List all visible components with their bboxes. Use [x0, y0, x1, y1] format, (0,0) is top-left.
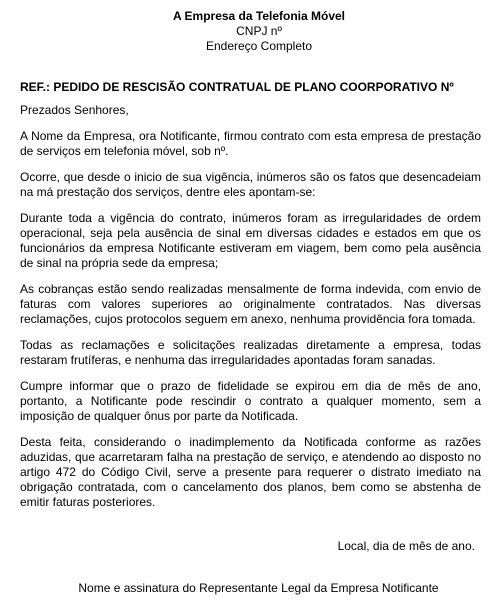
- company-address: Endereço Completo: [205, 39, 313, 53]
- body-paragraph-6: Cumpre informar que o prazo de fidelidade se expirou em dia de mês de ano, portanto, a Notificante pode rescindir o contrato a qualquer momento, sem a imposição de qualquer ônus por parte da Notificada.: [20, 379, 481, 423]
- greeting: Prezados Senhores,: [20, 103, 129, 117]
- body-paragraph-7: Desta feita, considerando o inadimplemento da Notificada conforme as razões aduzidas, que acarretaram falha na prestação de serviço, e atendendo ao disposto no artigo 472 do Código Civil, serve a presente para requerer o distrato imediato na obrigação contratada, com o cancelamento dos planos, bem como se abstenha de emitir faturas posteriores.: [20, 435, 481, 509]
- signature-line: Nome e assinatura do Representante Legal da Empresa Notificante: [78, 581, 439, 595]
- body-paragraph-4: As cobranças estão sendo realizadas mensalmente de forma indevida, com envio de faturas com valores superiores ao originalmente contratados. Nas diversas reclamações, cujos protocolos seguem em anexo, nenhuma providência fora tomada.: [20, 282, 481, 326]
- place-date-line: Local, dia de mês de ano.: [337, 539, 475, 553]
- company-cnpj: CNPJ nº: [236, 24, 282, 38]
- body-paragraph-1: A Nome da Empresa, ora Notificante, firmou contrato com esta empresa de prestação de serviços em telefonia móvel, sob nº.: [20, 129, 481, 158]
- body-paragraph-5: Todas as reclamações e solicitações realizadas diretamente a empresa, todas restaram frutíferas, e nenhuma das irregularidades apontadas foram sanadas.: [20, 338, 481, 367]
- company-name: A Empresa da Telefonia Móvel: [172, 9, 346, 23]
- body-paragraph-2: Ocorre, que desde o inicio de sua vigência, inúmeros são os fatos que desencadeiam na má prestação dos serviços, dentre eles apontam-se:: [20, 170, 481, 199]
- body-paragraph-3: Durante toda a vigência do contrato, inúmeros foram as irregularidades de ordem operacional, seja pela ausência de sinal em diversas cidades e estados em que os funcionários da empresa Notificante estiveram em viagem, bem como pela ausência de sinal na própria sede da empresa;: [20, 211, 481, 270]
- letter-header: [37, 9, 481, 54]
- reference-line: REF.: PEDIDO DE RESCISÃO CONTRATUAL DE PLANO COORPORATIVO Nº: [20, 80, 454, 94]
